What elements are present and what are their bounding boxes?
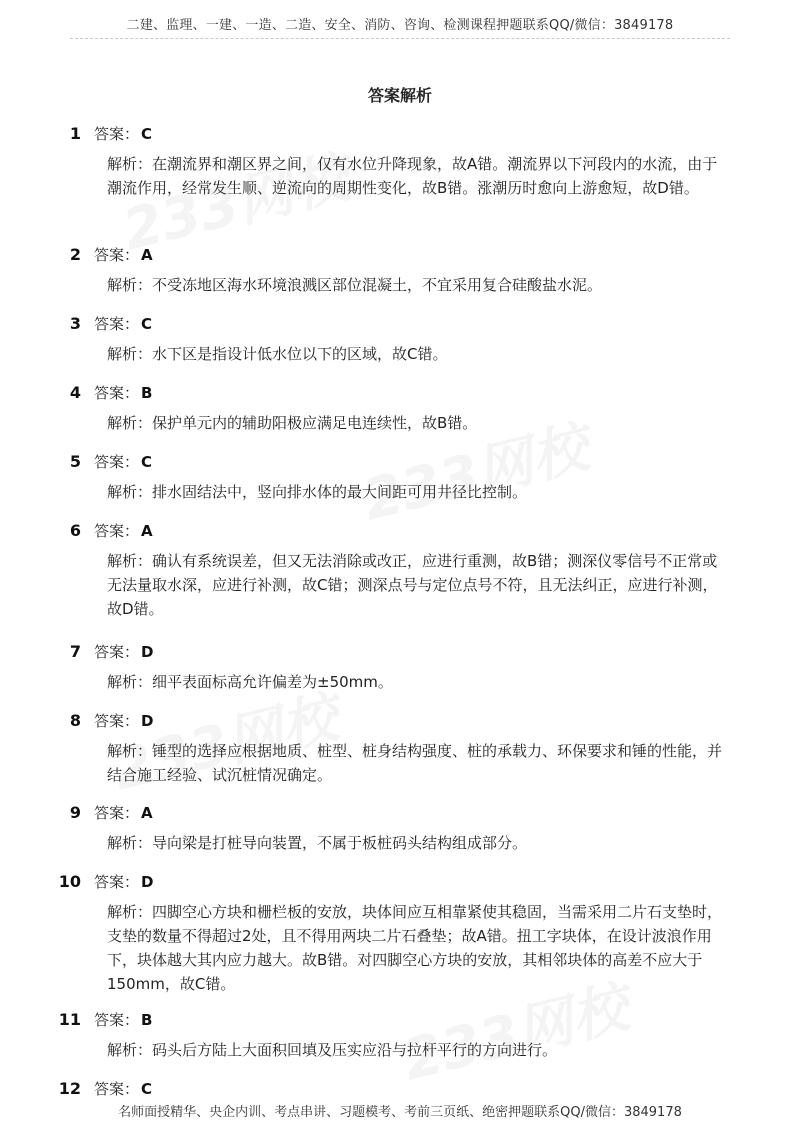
answer-label: 答案： bbox=[94, 384, 140, 402]
answer-item bbox=[0, 641, 800, 710]
answer-item bbox=[0, 1078, 800, 1102]
question-number: 11 bbox=[58, 1010, 81, 1029]
answer-label: 答案： bbox=[94, 125, 140, 143]
explanation-text: 解析：导向梁是打桩导向装置，不属于板桩码头结构组成部分。 bbox=[107, 834, 528, 852]
explanation-text: 解析：确认有系统误差，但又无法消除或改正，应进行重测，故B错；测深仪零信号不正常或无法量取水深，应进行补测，故C错；测深点号与定位点号不符，且无法纠正，应进行补测，故D错。 bbox=[107, 552, 718, 618]
answer-value: A bbox=[141, 246, 153, 264]
answer-value: C bbox=[141, 453, 153, 471]
answer-label: 答案： bbox=[94, 643, 140, 661]
answer-item bbox=[0, 802, 800, 871]
answer-item bbox=[0, 710, 800, 802]
answer-item bbox=[0, 520, 800, 641]
answer-item bbox=[0, 244, 800, 313]
answer-value: C bbox=[141, 125, 153, 143]
answer-item bbox=[0, 123, 800, 244]
page-header: 二建、监理、一建、一造、二造、安全、消防、咨询、检测课程押题联系QQ/微信：3849178 bbox=[126, 18, 674, 33]
answer-label: 答案： bbox=[94, 873, 140, 891]
answer-value: C bbox=[141, 1080, 153, 1098]
answer-list bbox=[0, 123, 800, 1102]
question-number: 3 bbox=[69, 314, 81, 333]
explanation-text: 解析：锤型的选择应根据地质、桩型、桩身结构强度、桩的承载力、环保要求和锤的性能，并结合施工经验、试沉桩情况确定。 bbox=[107, 742, 723, 784]
explanation-text: 解析：不受冻地区海水环境浪溅区部位混凝土，不宜采用复合硅酸盐水泥。 bbox=[107, 276, 603, 294]
answer-item bbox=[0, 871, 800, 1009]
answer-label: 答案： bbox=[94, 453, 140, 471]
question-number: 7 bbox=[69, 642, 81, 661]
explanation-text: 解析：细平表面标高允许偏差为±50mm。 bbox=[107, 673, 393, 691]
answer-value: B bbox=[141, 1011, 153, 1029]
answer-item bbox=[0, 313, 800, 382]
answer-item bbox=[0, 1009, 800, 1078]
answer-label: 答案： bbox=[94, 522, 140, 540]
answer-label: 答案： bbox=[94, 246, 140, 264]
question-number: 9 bbox=[69, 803, 81, 822]
answer-value: C bbox=[141, 315, 153, 333]
question-number: 8 bbox=[69, 711, 81, 730]
answer-item bbox=[0, 451, 800, 520]
question-number: 6 bbox=[69, 521, 81, 540]
answer-value: D bbox=[141, 873, 154, 891]
answer-item bbox=[0, 382, 800, 451]
explanation-text: 解析：四脚空心方块和栅栏板的安放，块体间应互相靠紧使其稳固，当需采用二片石支垫时，支垫的数量不得超过2处，且不得用两块二片石叠垫；故A错。扭工字块体，在设计波浪作用下，块体越大其内应力越大。故B错。对四脚空心方块的安放，其相邻块体的高差不应大于150mm，故C错。 bbox=[107, 903, 723, 993]
question-number: 1 bbox=[69, 124, 81, 143]
explanation-text: 解析：保护单元内的辅助阳极应满足电连续性，故B错。 bbox=[107, 414, 478, 432]
answer-value: D bbox=[141, 643, 154, 661]
question-number: 5 bbox=[69, 452, 81, 471]
answer-label: 答案： bbox=[94, 1080, 140, 1098]
header-divider bbox=[70, 38, 730, 39]
answer-value: B bbox=[141, 384, 153, 402]
answer-label: 答案： bbox=[94, 712, 140, 730]
page-title: 答案解析 bbox=[367, 86, 432, 105]
answer-value: D bbox=[141, 712, 154, 730]
explanation-text: 解析：水下区是指设计低水位以下的区域，故C错。 bbox=[107, 345, 448, 363]
answer-label: 答案： bbox=[94, 804, 140, 822]
answer-label: 答案： bbox=[94, 1011, 140, 1029]
question-number: 4 bbox=[69, 383, 81, 402]
explanation-text: 解析：码头后方陆上大面积回填及压实应沿与拉杆平行的方向进行。 bbox=[107, 1041, 558, 1059]
question-number: 12 bbox=[58, 1079, 81, 1098]
answer-label: 答案： bbox=[94, 315, 140, 333]
explanation-text: 解析：排水固结法中，竖向排水体的最大间距可用井径比控制。 bbox=[107, 483, 528, 501]
answer-value: A bbox=[141, 804, 153, 822]
page-footer: 名师面授精华、央企内训、考点串讲、习题模考、考前三页纸、绝密押题联系QQ/微信：3849178 bbox=[118, 1105, 682, 1120]
question-number: 2 bbox=[69, 245, 81, 264]
answer-value: A bbox=[141, 522, 153, 540]
question-number: 10 bbox=[58, 872, 81, 891]
explanation-text: 解析：在潮流界和潮区界之间，仅有水位升降现象，故A错。潮流界以下河段内的水流，由于潮流作用，经常发生顺、逆流向的周期性变化，故B错。涨潮历时愈向上游愈短，故D错。 bbox=[107, 155, 718, 197]
